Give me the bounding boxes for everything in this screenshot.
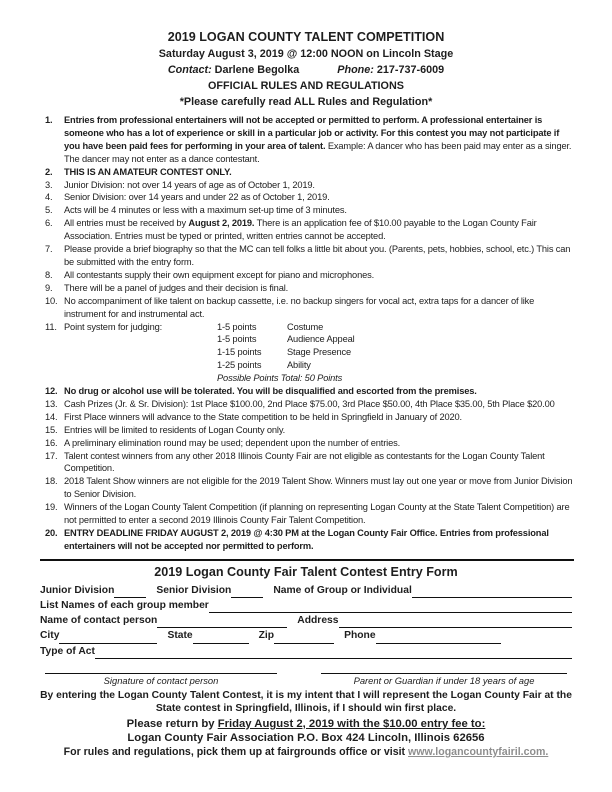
- form-row-city-state-zip-phone: [40, 628, 572, 643]
- rules-heading: OFFICIAL RULES AND REGULATIONS: [208, 80, 404, 92]
- signature-guardian: [321, 673, 567, 686]
- judging-total: Possible Points Total: 50 Points: [217, 373, 343, 384]
- signature-guardian-caption: Parent or Guardian if under 18 years of age: [353, 674, 535, 686]
- group-members-label: List Names of each group member: [40, 600, 209, 612]
- signature-line: [45, 673, 277, 674]
- type-of-act-blank: [95, 646, 572, 659]
- judging-row: 1-25 points Ability: [217, 360, 311, 371]
- junior-division-blank: [114, 585, 146, 598]
- rule-item-7: 7. Please provide a brief biography so that the MC can tell folks a little bit about you. (Parents, pets, hobbies, school, etc.) This can be submitted with the entry form.: [45, 244, 571, 267]
- signature-contact-caption: Signature of contact person: [103, 674, 219, 686]
- rule-item-18: 18. 2018 Talent Show winners are not eligible for the 2019 Talent Show. Winners must lay out one year or move from Junior Division to Senior Division.: [45, 476, 573, 500]
- city-blank: [59, 631, 157, 644]
- phone-label: Phone:: [337, 64, 374, 76]
- section-divider: [40, 559, 574, 561]
- rule-item-4: 4. Senior Division: over 14 years and under 22 as of October 1, 2019.: [45, 192, 330, 203]
- rule-item-1: 1. Entries from professional entertainers will not be accepted or permitted to perform. A professional entertainer is someone who has a lot of experience or skill in a particular job or activity. For this contest you may not participate if you have been paid fees for performing in your area of talent. Example: A dancer who has been paid may enter as a singer. The dancer may not enter as a dance contestant.: [45, 115, 572, 164]
- page-title: 2019 LOGAN COUNTY TALENT COMPETITION: [167, 30, 445, 44]
- contact-label: Contact:: [167, 64, 212, 76]
- rule-item-13: 13. Cash Prizes (Jr. & Sr. Division): 1st Place $100.00, 2nd Place $75.00, 3rd Place $50.00, 4th Place $35.00, 5th Place $20.00: [45, 398, 555, 409]
- intent-statement: By entering the Logan County Talent Contest, it is my intent that I will represent the Logan County Fair at the State contest in Springfield, Illinois, if I should win first place.: [40, 689, 572, 715]
- senior-division-label: Senior Division: [156, 584, 232, 596]
- rule-item-5: 5. Acts will be 4 minutes or less with a maximum set-up time of 3 minutes.: [45, 205, 347, 216]
- senior-division-blank: [231, 585, 263, 598]
- phone-number: 217-737-6009: [373, 64, 445, 76]
- fair-website-link[interactable]: www.logancountyfairil.com.: [408, 745, 549, 758]
- rule-item-3: 3. Junior Division: not over 14 years of age as of October 1, 2019.: [45, 179, 315, 190]
- rule-item-20: 20. ENTRY DEADLINE FRIDAY AUGUST 2, 2019 @ 4:30 PM at the Logan County Fair Office. Entries from professional entertainers will not be accepted nor permitted to perform.: [45, 528, 549, 551]
- judging-row: 1-5 points Costume: [217, 321, 324, 332]
- rule-item-11: 11. Point system for judging: 1-5 points Costume 1-5 points Audience Appeal 1-15 points Stage Presence 1-25 points Ability Possible Points Total: 50 Points: [45, 321, 576, 386]
- group-name-blank: [412, 585, 572, 598]
- state-label: State: [167, 630, 193, 642]
- rule-item-16: 16. A preliminary elimination round may be used; dependent upon the number of entries.: [45, 437, 401, 448]
- rules-note: *Please carefully read ALL Rules and Regulation*: [179, 96, 433, 108]
- rules-pickup-line: For rules and regulations, pick them up at fairgrounds office or visit www.logancountyfairil.com.: [63, 745, 549, 758]
- contact-person-label: Name of contact person: [40, 615, 158, 627]
- rule-item-15: 15. Entries will be limited to residents of Logan County only.: [45, 424, 286, 435]
- rule-item-19: 19. Winners of the Logan County Talent Competition (if planning on representing Logan County at the State Talent Competition) are not permitted to enter a second 2019 Illinois County Fair Talent Competition.: [45, 502, 570, 526]
- signature-section: [45, 673, 567, 686]
- rule-item-12: 12. No drug or alcohol use will be tolerated. You will be disqualified and escorted from the premises.: [45, 386, 477, 397]
- judging-row: 1-15 points Stage Presence: [217, 347, 352, 358]
- state-blank: [193, 631, 249, 644]
- form-row-division: [40, 583, 572, 598]
- entry-form-title: 2019 Logan County Fair Talent Contest Entry Form: [154, 564, 458, 579]
- phone-label: Phone: [344, 630, 376, 642]
- signature-line: [321, 673, 567, 674]
- address-blank: [339, 615, 573, 628]
- document-header: [0, 0, 612, 110]
- return-deadline-underlined: Friday August 2, 2019 with the $10.00 entry fee to:: [217, 717, 486, 730]
- document-footer: [0, 689, 612, 758]
- address-label: Address: [297, 615, 339, 627]
- junior-division-label: Junior Division: [40, 584, 115, 596]
- rule-item-10: 10. No accompaniment of like talent on backup cassette, i.e. no backup singers for vocal act, extra taps for a dancer of like instrument for and instrumental act.: [45, 295, 535, 319]
- return-instruction: Please return by Friday August 2, 2019 with the $10.00 entry fee to:: [126, 717, 486, 730]
- phone-blank: [376, 631, 501, 644]
- type-of-act-label: Type of Act: [40, 645, 95, 657]
- rule-item-2: 2. THIS IS AN AMATEUR CONTEST ONLY.: [45, 166, 232, 177]
- zip-label: Zip: [258, 630, 275, 642]
- contact-name: Darlene Begolka: [211, 64, 300, 76]
- event-date-line: Saturday August 3, 2019 @ 12:00 NOON on Lincoln Stage: [158, 48, 454, 60]
- rules-list: [45, 114, 576, 553]
- group-name-label: Name of Group or Individual: [273, 584, 412, 596]
- rule-item-17: 17. Talent contest winners from any other 2018 Illinois County Fair are not eligible as contestants for the Logan County Talent Competition.: [45, 450, 545, 474]
- rule-item-14: 14. First Place winners will advance to the State competition to be held in Springfield in January of 2020.: [45, 411, 462, 422]
- mailing-address: Logan County Fair Association P.O. Box 424 Lincoln, Illinois 62656: [127, 731, 485, 744]
- judging-point-table: [217, 321, 576, 386]
- form-row-act: [40, 644, 572, 659]
- contact-line: [0, 63, 612, 78]
- form-row-members: [40, 598, 572, 613]
- judging-row: 1-5 points Audience Appeal: [217, 334, 355, 345]
- rule-item-8: 8. All contestants supply their own equipment except for piano and microphones.: [45, 269, 375, 280]
- group-members-blank: [209, 600, 572, 613]
- entry-form-section: [40, 565, 572, 659]
- rule-item-6: 6. All entries must be received by August 2, 2019. There is an application fee of $10.00 payable to the Logan County Fair Association. Entries must be typed or printed, written entries cannot be accepted.: [45, 218, 537, 242]
- rule-item-9: 9. There will be a panel of judges and their decision is final.: [45, 282, 289, 293]
- city-label: City: [40, 630, 60, 642]
- contact-person-blank: [157, 615, 287, 628]
- signature-contact: [45, 673, 277, 686]
- form-row-contact-address: [40, 613, 572, 628]
- zip-blank: [274, 631, 334, 644]
